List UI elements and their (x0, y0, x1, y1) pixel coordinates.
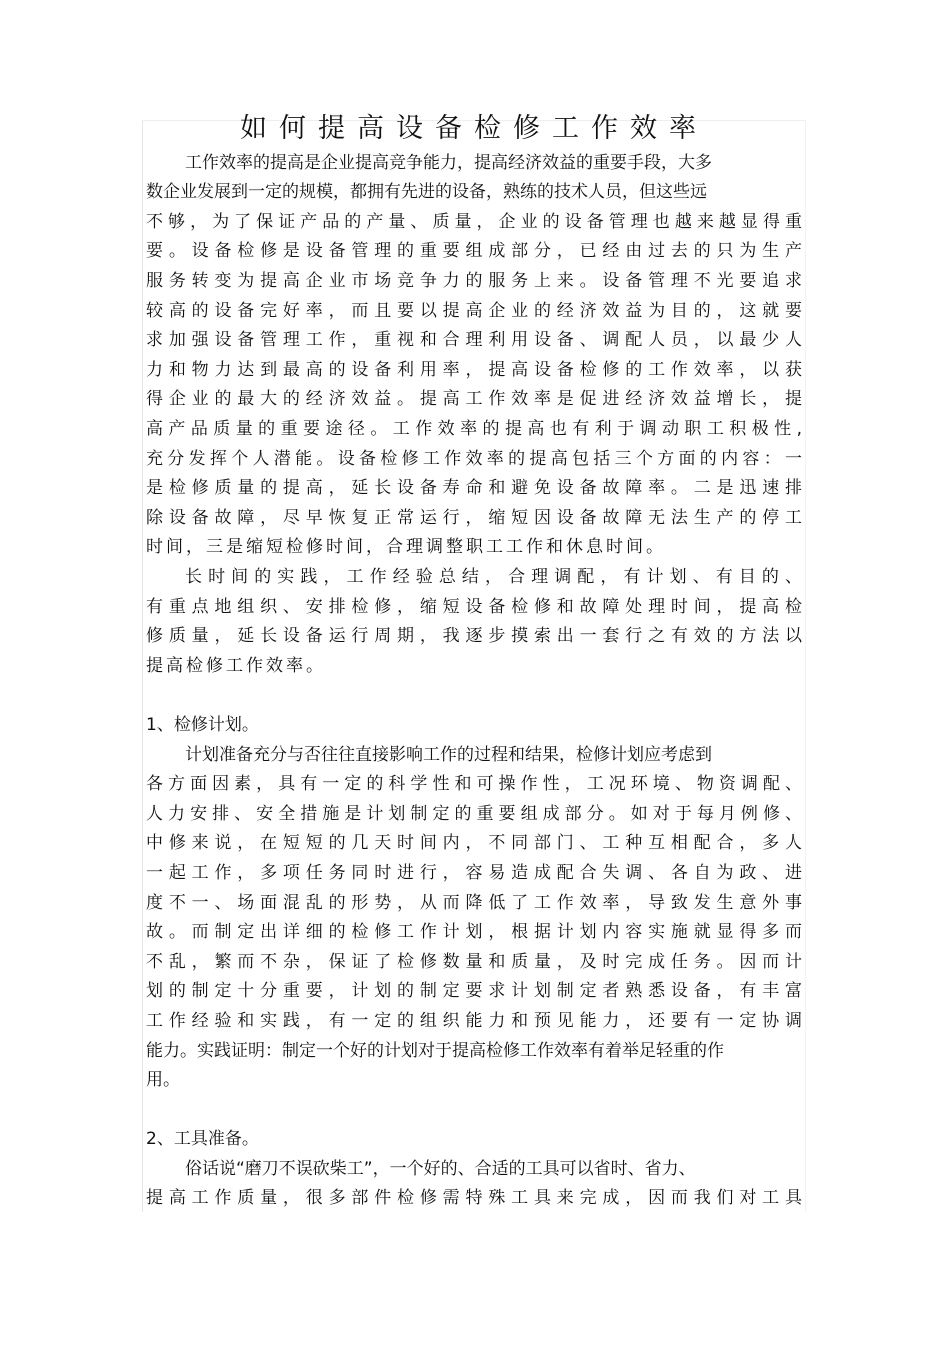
document-title: 如何提高设备检修工作效率 (240, 113, 708, 144)
paragraph-line: 力和物力达到最高的设备利用率，提高设备检修的工作效率，以获 (146, 360, 802, 380)
paragraph-line: 得企业的最大的经济效益。提高工作效率是促进经济效益增长，提 (146, 389, 802, 409)
paragraph-line: 长时间的实践，工作经验总结，合理调配，有计划、有目的、 (185, 567, 802, 587)
paragraph-line: 除设备故障，尽早恢复正常运行，缩短因设备故障无法生产的停工 (146, 508, 802, 528)
paragraph-line: 服务转变为提高企业市场竞争力的服务上来。设备管理不光要追求 (146, 271, 802, 291)
paragraph-line: 度不一、场面混乱的形势，从而降低了工作效率，导致发生意外事 (146, 893, 802, 913)
paragraph-line: 工作经验和实践，有一定的组织能力和预见能力，还要有一定协调 (146, 1011, 802, 1031)
paragraph-line: 充分发挥个人潜能。设备检修工作效率的提高包括三个方面的内容：一 (146, 449, 802, 469)
paragraph-line: 用。 (146, 1070, 180, 1090)
paragraph-line: 划的制定十分重要，计划的制定要求计划制定者熟悉设备，有丰富 (146, 981, 802, 1001)
paragraph-line: 修质量，延长设备运行周期，我逐步摸索出一套行之有效的方法以 (146, 626, 802, 646)
paragraph-line: 工作效率的提高是企业提高竞争能力，提高经济效益的重要手段，大多 (185, 153, 712, 173)
paragraph-line: 时间，三是缩短检修时间，合理调整职工工作和休息时间。 (146, 537, 666, 557)
paragraph-line: 不够，为了保证产品的产量、质量，企业的设备管理也越来越显得重 (146, 212, 802, 232)
paragraph-line: 能力。实践证明：制定一个好的计划对于提高检修工作效率有着举足轻重的作 (146, 1041, 724, 1061)
paragraph-line: 提高检修工作效率。 (146, 656, 326, 676)
paragraph-line: 一起工作，多项任务同时进行，容易造成配合失调、各自为政、进 (146, 863, 802, 883)
paragraph-line: 计划准备充分与否往往直接影响工作的过程和结果，检修计划应考虑到 (185, 745, 712, 765)
paragraph-line: 故。而制定出详细的检修工作计划，根据计划内容实施就显得多而 (146, 922, 802, 942)
paragraph-line: 有重点地组织、安排检修，缩短设备检修和故障处理时间，提高检 (146, 597, 802, 617)
paragraph-line: 求加强设备管理工作，重视和合理利用设备、调配人员，以最少人 (146, 330, 802, 350)
paragraph-line: 较高的设备完好率，而且要以提高企业的经济效益为目的，这就要 (146, 301, 802, 321)
paragraph-line: 中修来说，在短短的几天时间内，不同部门、工种互相配合，多人 (146, 833, 802, 853)
section-heading: 2、工具准备。 (146, 1129, 259, 1149)
section-heading: 1、检修计划。 (146, 715, 259, 735)
paragraph-line: 各方面因素，具有一定的科学性和可操作性，工况环境、物资调配、 (146, 774, 802, 794)
paragraph-line: 是检修质量的提高，延长设备寿命和避免设备故障率。二是迅速排 (146, 478, 802, 498)
paragraph-line: 提高工作质量，很多部件检修需特殊工具来完成，因而我们对工具 (146, 1188, 802, 1208)
paragraph-line: 不乱，繁而不杂，保证了检修数量和质量，及时完成任务。因而计 (146, 952, 802, 972)
paragraph-line: 数企业发展到一定的规模，都拥有先进的设备，熟练的技术人员，但这些远 (146, 182, 707, 202)
paragraph-line: 高产品质量的重要途径。工作效率的提高也有利于调动职工积极性, (146, 419, 802, 439)
paragraph-line: 俗话说“磨刀不误砍柴工”，一个好的、合适的工具可以省时、省力、 (185, 1159, 696, 1179)
paragraph-line: 人力安排、安全措施是计划制定的重要组成部分。如对于每月例修、 (146, 804, 802, 824)
paragraph-line: 要。设备检修是设备管理的重要组成部分，已经由过去的只为生产 (146, 241, 802, 261)
